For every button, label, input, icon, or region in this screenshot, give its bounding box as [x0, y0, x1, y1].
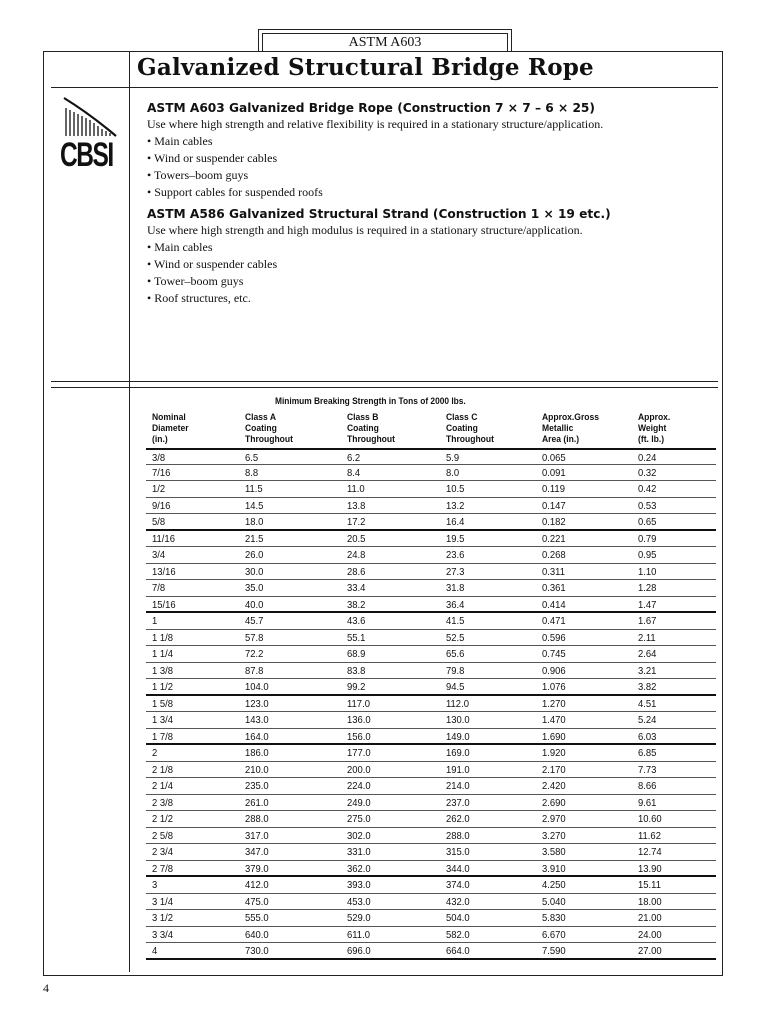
table-cell: 87.8 [245, 664, 264, 677]
table-cell: 68.9 [347, 648, 366, 660]
column-header-class-a [245, 412, 293, 445]
table-cell: 7/8 [152, 582, 166, 594]
table-row [146, 762, 716, 779]
table-cell: 249.0 [347, 796, 371, 809]
table-cell: 0.091 [542, 466, 566, 479]
table-cell: 27.00 [638, 945, 662, 957]
table-cell: 3.270 [542, 829, 566, 842]
table-cell: 83.8 [347, 664, 366, 677]
section-rule-upper [51, 381, 718, 382]
table-cell: 0.53 [638, 499, 657, 512]
table-row [146, 597, 716, 614]
table-cell: 1.28 [638, 582, 657, 594]
table-cell: 5.040 [542, 895, 566, 908]
bullet-item: • Roof structures, etc. [147, 291, 251, 305]
table-cell: 7.73 [638, 763, 657, 776]
table-cell: 2 7/8 [152, 862, 174, 875]
bullet-item: • Wind or suspender cables [147, 151, 278, 165]
table-row [146, 498, 716, 515]
table-cell: 41.5 [446, 615, 465, 627]
table-cell: 0.065 [542, 452, 566, 464]
table-cell: 2.690 [542, 796, 566, 809]
table-cell: 14.5 [245, 499, 264, 512]
table-cell: 19.5 [446, 532, 465, 545]
table-cell: 0.311 [542, 565, 565, 578]
table-cell: 3.580 [542, 846, 566, 858]
table-cell: 0.182 [542, 516, 566, 528]
table-row [146, 745, 716, 762]
table-cell: 393.0 [347, 879, 371, 891]
table-cell: 21.00 [638, 912, 662, 924]
table-cell: 1 7/8 [152, 730, 174, 743]
table-cell: 347.0 [245, 846, 269, 858]
table-cell: 117.0 [347, 697, 370, 710]
section-structural-strand-intro: Use where high strength and high modulus is required in a stationary structure/application. [147, 223, 583, 237]
table-cell: 11/16 [152, 532, 175, 545]
table-cell: 6.85 [638, 747, 657, 759]
table-cell: 2.970 [542, 813, 566, 825]
table-cell: 20.5 [347, 532, 366, 545]
title-rule [51, 87, 718, 88]
table-cell: 2 1/2 [152, 813, 174, 825]
table-cell: 79.8 [446, 664, 465, 677]
table-cell: 362.0 [347, 862, 371, 875]
table-cell: 1.67 [638, 615, 657, 627]
table-cell: 65.6 [446, 648, 465, 660]
table-cell: 8.8 [245, 466, 259, 479]
table-cell: 1 1/4 [152, 648, 174, 660]
table-cell: 26.0 [245, 549, 264, 561]
column-header-line: Throughout [245, 434, 293, 445]
table-row [146, 778, 716, 795]
table-cell: 262.0 [446, 813, 470, 825]
table-cell: 18.00 [638, 895, 662, 908]
table-row [146, 696, 716, 713]
table-cell: 315.0 [446, 846, 470, 858]
table-row [146, 712, 716, 729]
table-cell: 0.42 [638, 483, 657, 495]
header-tab [258, 29, 512, 52]
table-cell: 374.0 [446, 879, 470, 891]
table-cell: 13/16 [152, 565, 176, 578]
cbsi-logo [60, 96, 124, 180]
table-row [146, 531, 716, 548]
table-cell: 3.82 [638, 681, 657, 693]
table-row [146, 910, 716, 927]
table-cell: 186.0 [245, 747, 269, 759]
table-cell: 432.0 [446, 895, 470, 908]
table-cell: 1/2 [152, 483, 166, 495]
table-cell: 130.0 [446, 714, 470, 726]
column-header-line: Approx. [638, 412, 671, 423]
page-title: Galvanized Structural Bridge Rope [137, 54, 594, 81]
table-cell: 664.0 [446, 945, 470, 957]
table-cell: 2 1/4 [152, 780, 174, 792]
table-cell: 10.60 [638, 813, 662, 825]
table-cell: 0.119 [542, 483, 565, 495]
table-cell: 2 1/8 [152, 763, 174, 776]
column-header-line: Nominal [152, 412, 186, 423]
table-cell: 15.11 [638, 879, 661, 891]
table-cell: 1.10 [638, 565, 657, 578]
table-row [146, 663, 716, 680]
table-cell: 288.0 [245, 813, 269, 825]
table-cell: 6.03 [638, 730, 657, 743]
table-cell: 5/8 [152, 516, 166, 528]
table-row [146, 613, 716, 630]
table-cell: 2.64 [638, 648, 657, 660]
table-cell: 475.0 [245, 895, 269, 908]
column-header-line: Coating [347, 423, 379, 434]
table-cell: 730.0 [245, 945, 269, 957]
table-cell: 10.5 [446, 483, 465, 495]
table-row [146, 894, 716, 911]
table-cell: 261.0 [245, 796, 269, 809]
table-cell: 2.420 [542, 780, 566, 792]
table-cell: 123.0 [245, 697, 269, 710]
table-cell: 1 1/2 [152, 681, 174, 693]
table-cell: 149.0 [446, 730, 470, 743]
table-cell: 24.00 [638, 928, 662, 941]
column-header-line: Coating [245, 423, 277, 434]
bullet-item: • Support cables for suspended roofs [147, 185, 323, 199]
table-cell: 453.0 [347, 895, 371, 908]
table-cell: 2.11 [638, 631, 656, 644]
column-header-line: (ft. lb.) [638, 434, 665, 445]
column-header-line: Class B [347, 412, 379, 423]
table-cell: 18.0 [245, 516, 264, 528]
table-cell: 224.0 [347, 780, 371, 792]
table-row [146, 844, 716, 861]
table-cell: 1 3/4 [152, 714, 174, 726]
column-divider [129, 51, 130, 972]
table-cell: 1 5/8 [152, 697, 174, 710]
table-cell: 504.0 [446, 912, 470, 924]
table-cell: 43.6 [347, 615, 366, 627]
table-row [146, 795, 716, 812]
table-cell: 12.74 [638, 846, 662, 858]
table-row [146, 580, 716, 597]
table-cell: 0.906 [542, 664, 566, 677]
table-row [146, 547, 716, 564]
table-cell: 3/8 [152, 452, 166, 464]
table-cell: 3/4 [152, 549, 166, 561]
table-cell: 640.0 [245, 928, 269, 941]
table-cell: 3 1/2 [152, 912, 174, 924]
table-cell: 1.270 [542, 697, 566, 710]
table-cell: 72.2 [245, 648, 264, 660]
column-header-line: Throughout [446, 434, 494, 445]
column-header-diameter [152, 412, 189, 445]
table-cell: 2 3/8 [152, 796, 174, 809]
table-row [146, 927, 716, 944]
table-row [146, 481, 716, 498]
table-cell: 143.0 [245, 714, 269, 726]
table-cell: 1 [152, 615, 158, 627]
table-cell: 0.65 [638, 516, 657, 528]
table-cell: 55.1 [347, 631, 366, 644]
table-row [146, 646, 716, 663]
section-structural-strand [147, 206, 707, 307]
table-cell: 0.32 [638, 466, 657, 479]
section-structural-strand-heading: ASTM A586 Galvanized Structural Strand (Construction 1 × 19 etc.) [147, 207, 611, 221]
table-cell: 696.0 [347, 945, 371, 957]
table-cell: 13.90 [638, 862, 662, 875]
table-cell: 9.61 [638, 796, 657, 809]
table-cell: 38.2 [347, 598, 366, 611]
table-row [146, 877, 716, 894]
logo-graphic-icon [60, 96, 124, 138]
column-header-line: Coating [446, 423, 478, 434]
table-cell: 582.0 [446, 928, 470, 941]
table-cell: 2 5/8 [152, 829, 174, 842]
table-cell: 214.0 [446, 780, 470, 792]
bullet-item: • Main cables [147, 134, 213, 148]
column-header-line: Area (in.) [542, 434, 580, 445]
logo-text: CBSI [60, 136, 113, 174]
table-cell: 13.8 [347, 499, 366, 512]
page-number: 4 [43, 981, 49, 995]
table-cell: 11.5 [245, 483, 263, 495]
table-cell: 177.0 [347, 747, 371, 759]
table-cell: 3.21 [638, 664, 657, 677]
table-cell: 0.471 [542, 615, 566, 627]
table-row [146, 465, 716, 482]
table-cell: 331.0 [347, 846, 371, 858]
table-cell: 379.0 [245, 862, 269, 875]
breaking-strength-table [146, 448, 716, 960]
table-caption: Minimum Breaking Strength in Tons of 2000 lbs. [275, 396, 466, 407]
table-row [146, 828, 716, 845]
table-cell: 21.5 [245, 532, 264, 545]
column-header-line: Class C [446, 412, 478, 423]
table-cell: 5.9 [446, 452, 460, 464]
table-cell: 8.4 [347, 466, 361, 479]
table-row [146, 861, 716, 878]
table-cell: 7.590 [542, 945, 566, 957]
bullet-item: • Wind or suspender cables [147, 257, 278, 271]
table-cell: 112.0 [446, 697, 469, 710]
table-cell: 9/16 [152, 499, 171, 512]
section-bridge-rope-heading: ASTM A603 Galvanized Bridge Rope (Construction 7 × 7 – 6 × 25) [147, 101, 595, 115]
table-cell: 28.6 [347, 565, 366, 578]
bullet-item: • Tower–boom guys [147, 274, 244, 288]
table-cell: 30.0 [245, 565, 264, 578]
table-cell: 0.361 [542, 582, 566, 594]
table-cell: 31.8 [446, 582, 465, 594]
header-tab-label: ASTM A603 [262, 33, 508, 51]
column-header-line: Diameter [152, 423, 189, 434]
column-header-line: Approx.Gross [542, 412, 600, 423]
table-row [146, 630, 716, 647]
table-cell: 40.0 [245, 598, 264, 611]
table-cell: 302.0 [347, 829, 371, 842]
table-cell: 237.0 [446, 796, 470, 809]
table-cell: 317.0 [245, 829, 269, 842]
table-cell: 136.0 [347, 714, 371, 726]
section-rule-lower [51, 387, 718, 388]
table-cell: 27.3 [446, 565, 465, 578]
table-cell: 11.62 [638, 829, 661, 842]
table-cell: 104.0 [245, 681, 269, 693]
table-row [146, 811, 716, 828]
table-cell: 412.0 [245, 879, 269, 891]
table-cell: 52.5 [446, 631, 465, 644]
table-row [146, 943, 716, 960]
table-cell: 288.0 [446, 829, 470, 842]
table-cell: 200.0 [347, 763, 371, 776]
table-cell: 344.0 [446, 862, 470, 875]
table-cell: 24.8 [347, 549, 366, 561]
table-cell: 4 [152, 945, 158, 957]
table-cell: 2.170 [542, 763, 566, 776]
table-cell: 15/16 [152, 598, 176, 611]
table-row [146, 729, 716, 746]
table-row [146, 679, 716, 696]
table-cell: 23.6 [446, 549, 465, 561]
column-header-class-b [347, 412, 395, 445]
table-cell: 6.5 [245, 452, 259, 464]
column-header-weight [638, 412, 670, 445]
table-cell: 156.0 [347, 730, 371, 743]
table-cell: 611.0 [347, 928, 370, 941]
table-cell: 169.0 [446, 747, 470, 759]
table-cell: 35.0 [245, 582, 264, 594]
table-cell: 3 1/4 [152, 895, 174, 908]
table-cell: 164.0 [245, 730, 269, 743]
table-cell: 555.0 [245, 912, 269, 924]
table-cell: 1 1/8 [152, 631, 174, 644]
bullet-item: • Towers–boom guys [147, 168, 249, 182]
section-bridge-rope [147, 100, 707, 201]
table-cell: 2 [152, 747, 158, 759]
table-row [146, 564, 716, 581]
column-header-line: (in.) [152, 434, 168, 445]
table-cell: 210.0 [245, 763, 269, 776]
table-cell: 8.0 [446, 466, 460, 479]
table-cell: 3 3/4 [152, 928, 174, 941]
table-cell: 11.0 [347, 483, 365, 495]
table-cell: 13.2 [446, 499, 465, 512]
table-cell: 0.596 [542, 631, 566, 644]
table-cell: 0.745 [542, 648, 566, 660]
table-cell: 3 [152, 879, 158, 891]
table-cell: 94.5 [446, 681, 465, 693]
table-cell: 3.910 [542, 862, 566, 875]
table-cell: 6.670 [542, 928, 566, 941]
column-header-line: Class A [245, 412, 277, 423]
table-cell: 57.8 [245, 631, 264, 644]
table-cell: 36.4 [446, 598, 465, 611]
table-cell: 2 3/4 [152, 846, 174, 858]
table-cell: 1.47 [638, 598, 657, 611]
table-cell: 5.830 [542, 912, 566, 924]
table-cell: 1 3/8 [152, 664, 174, 677]
table-cell: 4.51 [638, 697, 657, 710]
table-cell: 191.0 [446, 763, 470, 776]
table-cell: 45.7 [245, 615, 264, 627]
column-header-area [542, 412, 599, 445]
table-cell: 5.24 [638, 714, 657, 726]
table-cell: 529.0 [347, 912, 371, 924]
column-header-line: Weight [638, 423, 667, 434]
table-cell: 33.4 [347, 582, 366, 594]
table-cell: 0.414 [542, 598, 566, 611]
table-cell: 0.268 [542, 549, 566, 561]
table-cell: 275.0 [347, 813, 371, 825]
table-cell: 0.79 [638, 532, 657, 545]
table-cell: 0.147 [542, 499, 566, 512]
table-cell: 1.690 [542, 730, 566, 743]
table-cell: 1.920 [542, 747, 566, 759]
table-cell: 17.2 [347, 516, 366, 528]
bullet-item: • Main cables [147, 240, 213, 254]
column-header-line: Metallic [542, 423, 574, 434]
table-cell: 0.95 [638, 549, 657, 561]
table-row [146, 514, 716, 531]
table-cell: 8.66 [638, 780, 657, 792]
table-cell: 16.4 [446, 516, 465, 528]
table-cell: 235.0 [245, 780, 269, 792]
table-cell: 4.250 [542, 879, 566, 891]
column-header-class-c [446, 412, 494, 445]
table-cell: 0.221 [542, 532, 566, 545]
table-cell: 1.076 [542, 681, 566, 693]
table-cell: 6.2 [347, 452, 361, 464]
table-cell: 0.24 [638, 452, 657, 464]
table-cell: 7/16 [152, 466, 171, 479]
table-cell: 1.470 [542, 714, 566, 726]
column-header-line: Throughout [347, 434, 395, 445]
table-cell: 99.2 [347, 681, 366, 693]
section-bridge-rope-intro: Use where high strength and relative flexibility is required in a stationary structure/application. [147, 117, 604, 131]
table-row [146, 448, 716, 465]
